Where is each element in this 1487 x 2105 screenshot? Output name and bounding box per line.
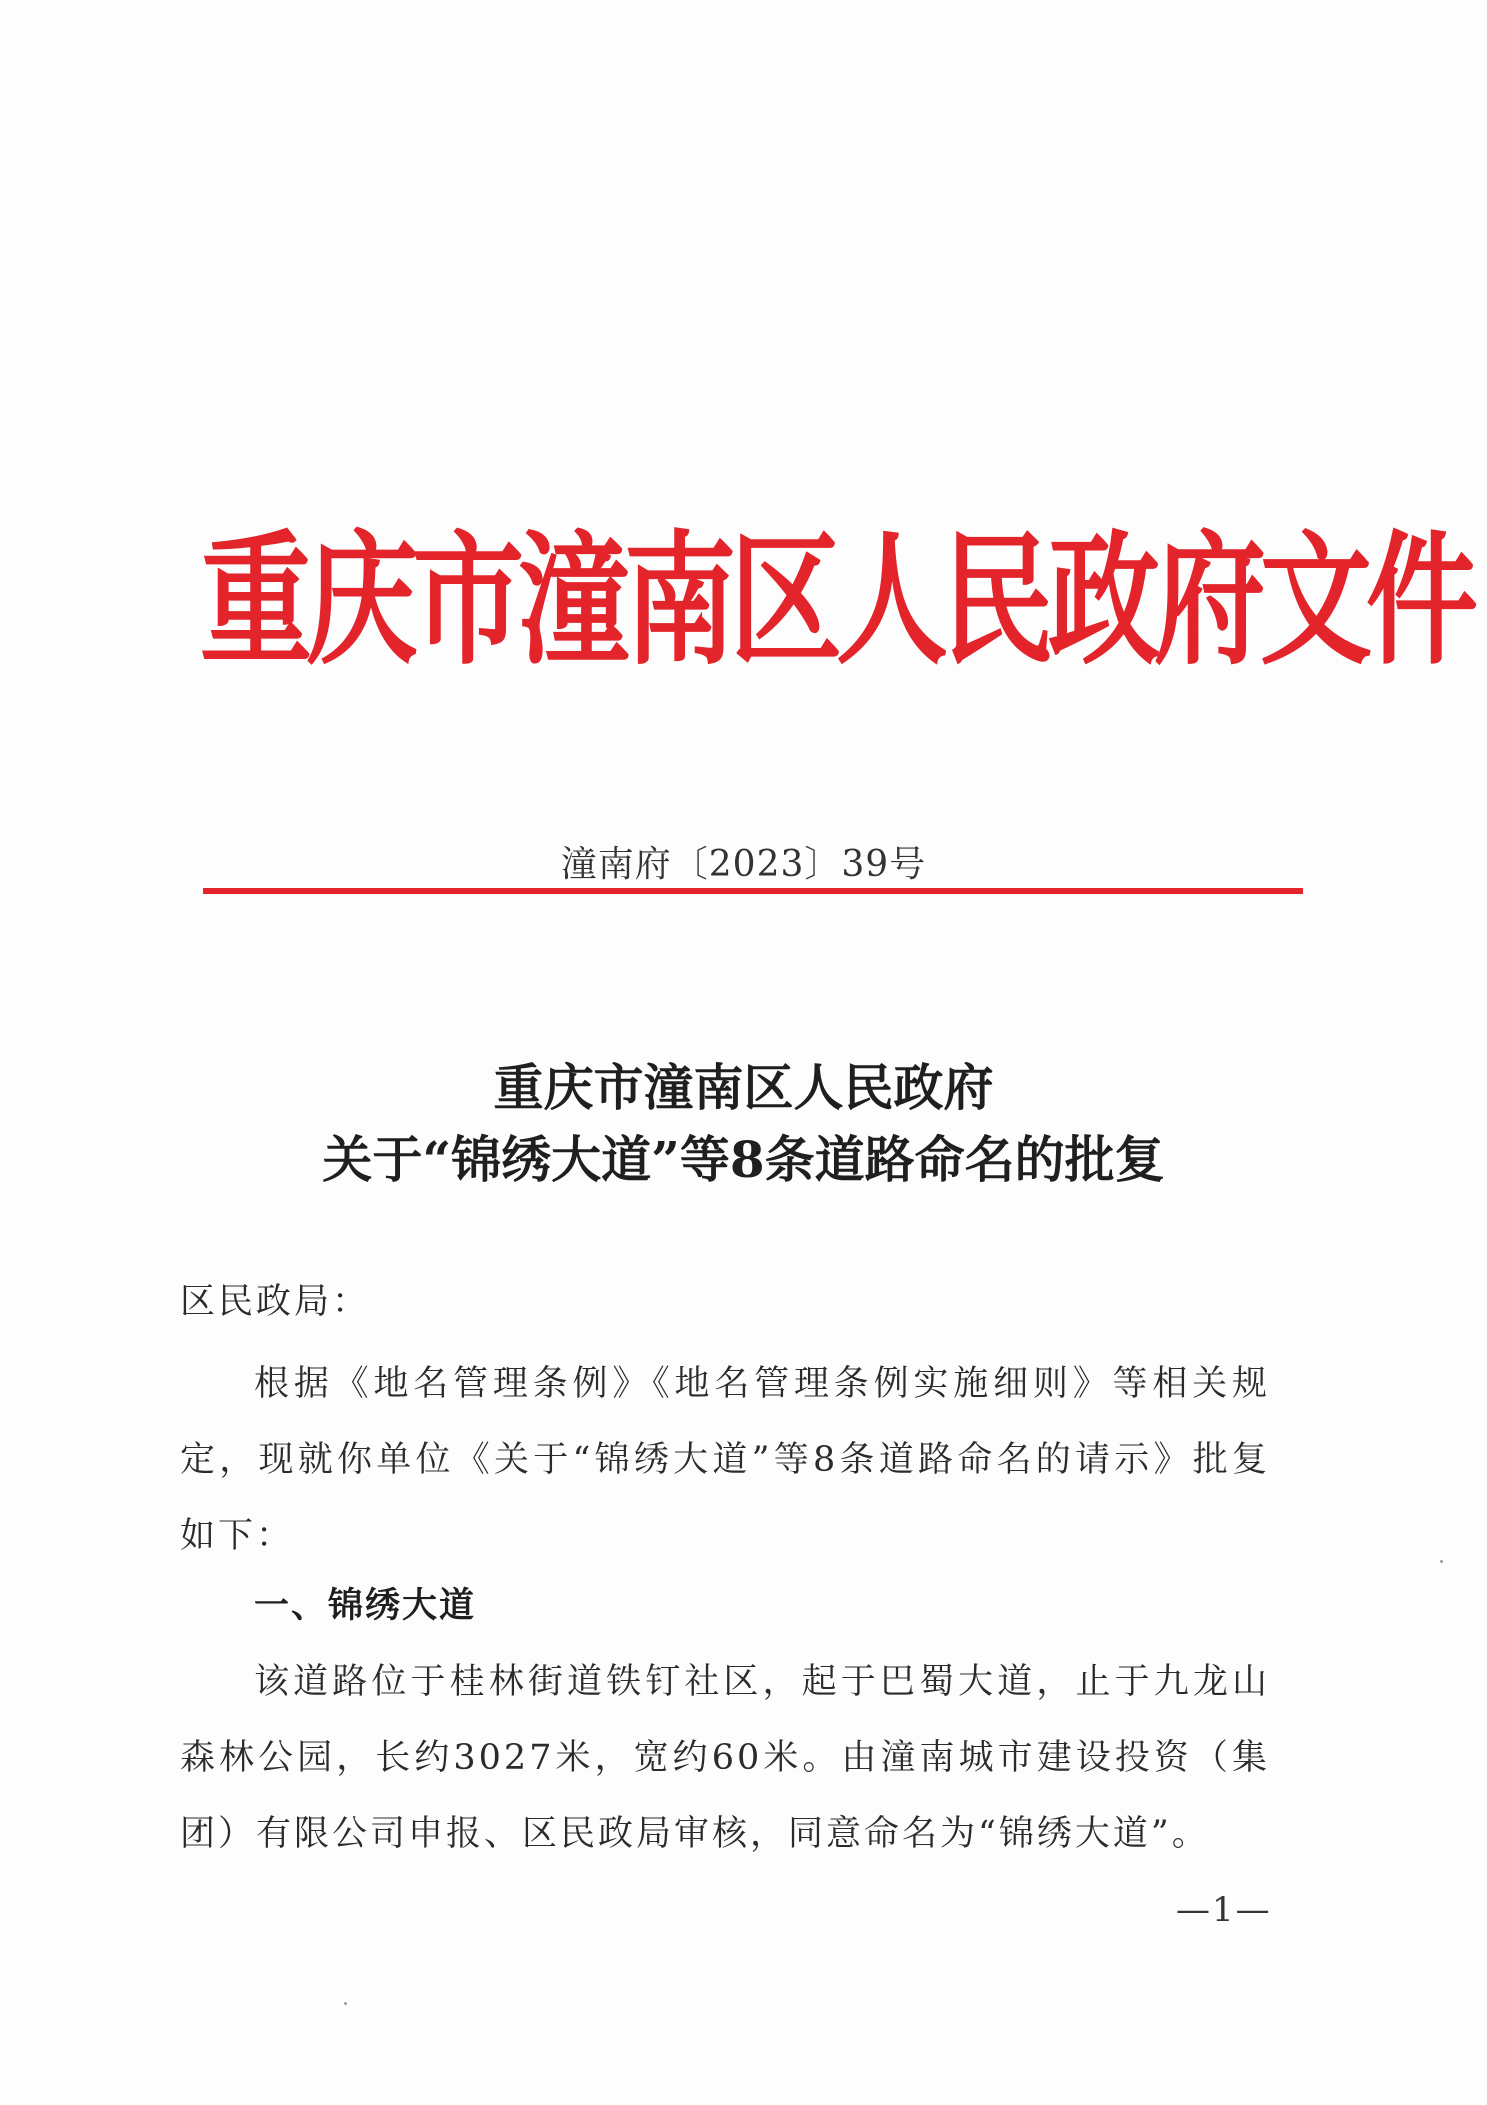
scan-speck bbox=[344, 2002, 347, 2005]
red-divider-line bbox=[203, 888, 1303, 894]
section-heading-1: 一、锦绣大道 bbox=[254, 1586, 477, 1626]
page-number: —1— bbox=[1176, 1890, 1272, 1930]
scan-speck bbox=[1440, 1560, 1443, 1563]
document-title-line-2: 关于“锦绣大道”等8条道路命名的批复 bbox=[322, 1130, 1165, 1189]
masthead-title: 重庆市潼南区人民政府文件 bbox=[200, 518, 1472, 685]
document-title-line-1: 重庆市潼南区人民政府 bbox=[493, 1058, 994, 1117]
salutation: 区民政局： bbox=[180, 1282, 371, 1322]
section-1-paragraph: 该道路位于桂林街道铁钉社区，起于巴蜀大道，止于九龙山森林公园，长约3027米，宽约60米。由潼南城市建设投资（集团）有限公司申报、区民政局审核，同意命名为“锦绣大道”。 bbox=[180, 1662, 1270, 1854]
document-number: 潼南府〔2023〕39号 bbox=[560, 844, 927, 885]
intro-paragraph: 根据《地名管理条例》《地名管理条例实施细则》等相关规定，现就你单位《关于“锦绣大道”等8条道路命名的请示》批复如下： bbox=[180, 1364, 1270, 1556]
